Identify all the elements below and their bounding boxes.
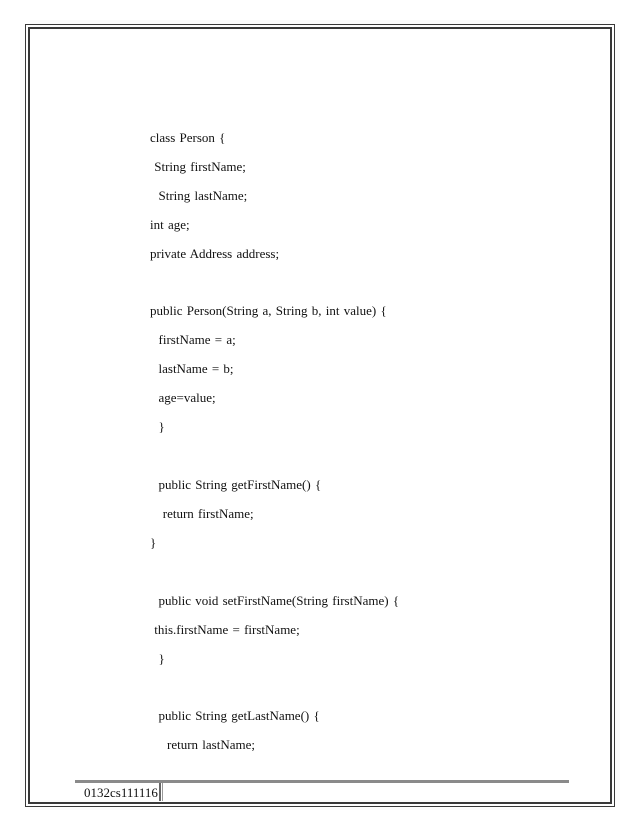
code-line-5: private Address address; <box>150 246 280 261</box>
code-line-1: class Person { <box>150 130 226 145</box>
code-line-9: age=value; <box>150 390 216 405</box>
code-line-10: } <box>150 419 165 434</box>
code-line-13: } <box>150 535 157 550</box>
footer-separator <box>159 783 161 801</box>
code-line-4: int age; <box>150 217 190 232</box>
code-line-16: } <box>150 651 165 666</box>
footer-rule <box>75 780 569 783</box>
code-line-15: this.firstName = firstName; <box>150 622 300 637</box>
code-line-7: firstName = a; <box>150 332 236 347</box>
code-line-2: String firstName; <box>150 159 246 174</box>
code-line-3: String lastName; <box>150 188 248 203</box>
footer-document-id: 0132cs111116 <box>84 785 158 800</box>
code-line-12: return firstName; <box>150 506 254 521</box>
code-line-6: public Person(String a, String b, int value) { <box>150 303 387 318</box>
code-line-17: public String getLastName() { <box>150 708 320 723</box>
code-line-11: public String getFirstName() { <box>150 477 322 492</box>
footer-separator-thin <box>162 783 163 801</box>
code-line-18: return lastName; <box>150 737 255 752</box>
code-line-8: lastName = b; <box>150 361 234 376</box>
code-line-14: public void setFirstName(String firstName) { <box>150 593 400 608</box>
